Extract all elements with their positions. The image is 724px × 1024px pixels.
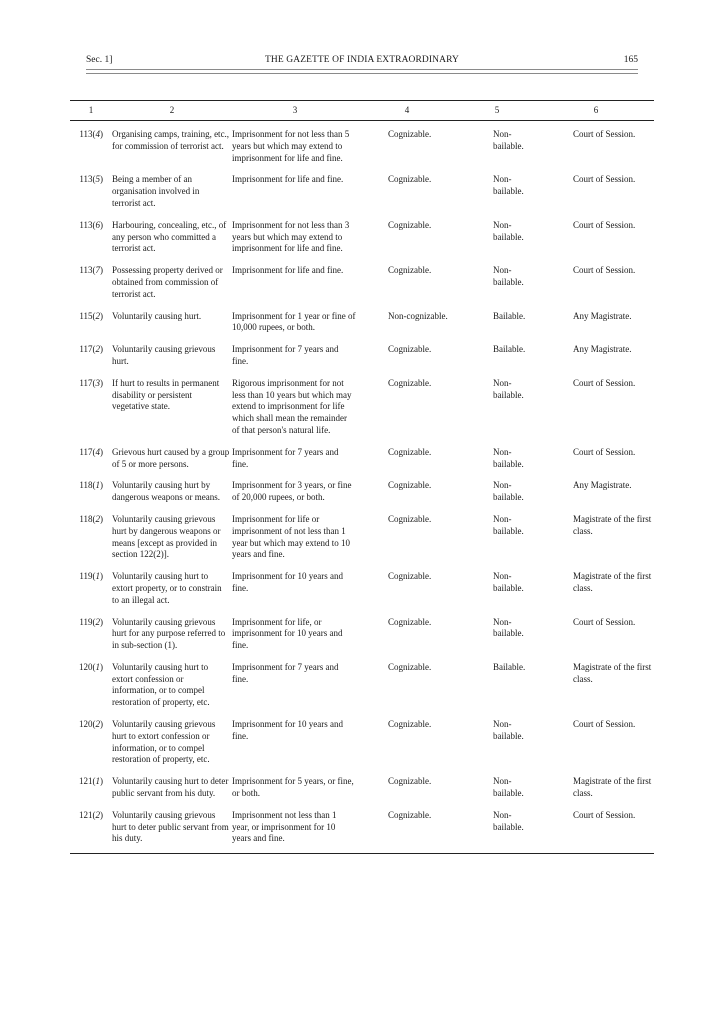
bailable-cell: Bailable. xyxy=(493,661,526,672)
sub-section: 6 xyxy=(95,219,100,230)
offence-cell: Voluntarily causing hurt to deter public servant from his duty. xyxy=(112,776,229,799)
punishment-cell: Imprisonment for life and fine. xyxy=(232,174,344,185)
punishment-cell: Imprisonment for 10 years and fine. xyxy=(232,719,343,741)
cognizable-cell: Cognizable. xyxy=(388,719,432,730)
court-cell: Court of Session. xyxy=(573,446,636,457)
offence-cell: Harbouring, concealing, etc., of any person who committed a terrorist act. xyxy=(112,219,227,254)
court-cell: Magistrate of the first class. xyxy=(573,571,652,593)
bailable-cell: Non-bailable. xyxy=(493,174,524,197)
section-ref: Sec. 1] xyxy=(86,55,113,65)
offence-cell: Voluntarily causing grievous hurt by dangerous weapons or means [except as provided in section 122(2)]. xyxy=(112,513,221,560)
offence-cell: Voluntarily causing hurt to extort property, or to constrain to an illegal act. xyxy=(112,571,222,605)
sub-section: 2 xyxy=(95,616,100,627)
section-number: 113 xyxy=(79,129,93,139)
section-number-cell: 118(2) xyxy=(79,513,103,524)
sub-section: 2 xyxy=(95,310,100,321)
court-cell: Any Magistrate. xyxy=(573,480,632,491)
court-cell: Magistrate of the first class. xyxy=(573,661,652,684)
section-number-cell: 113(5) xyxy=(79,174,103,185)
table-row xyxy=(70,514,654,571)
bailable-cell: Non-bailable. xyxy=(493,616,524,639)
table-row xyxy=(70,220,654,265)
column-header: 1 xyxy=(70,101,112,121)
court-cell: Court of Session. xyxy=(573,809,636,820)
cognizable-cell: Cognizable. xyxy=(388,265,432,276)
table-row xyxy=(70,174,654,219)
cognizable-cell: Cognizable. xyxy=(388,776,432,787)
offence-cell: Grievous hurt caused by a group of 5 or more persons. xyxy=(112,446,230,469)
cognizable-cell: Cognizable. xyxy=(388,446,432,457)
section-number: 117 xyxy=(79,446,93,457)
sub-section: 1 xyxy=(95,480,100,491)
section-number: 120 xyxy=(79,661,93,672)
section-number: 119 xyxy=(79,616,93,627)
court-cell: Court of Session. xyxy=(573,174,636,185)
punishment-cell: Imprisonment for 7 years and fine. xyxy=(232,661,339,684)
punishment-cell: Imprisonment for life or imprisonment of not less than 1 year but which may extend to 10 years and fine. xyxy=(232,513,350,560)
section-number: 121 xyxy=(79,809,93,820)
column-header: 6 xyxy=(538,101,654,121)
offence-cell: Being a member of an organisation involved in terrorist act. xyxy=(112,174,200,208)
punishment-cell: Imprisonment for 5 years, or fine, or both. xyxy=(232,776,354,799)
offence-cell: Voluntarily causing hurt. xyxy=(112,310,202,321)
court-cell: Magistrate of the first class. xyxy=(573,776,652,799)
punishment-cell: Imprisonment for not less than 3 years but which may extend to imprisonment for life and fine. xyxy=(232,219,350,254)
sub-section: 7 xyxy=(95,265,100,276)
table-row xyxy=(70,719,654,776)
section-number: 120 xyxy=(79,719,93,730)
column-header: 2 xyxy=(112,101,232,121)
sub-section: 4 xyxy=(95,129,100,139)
section-number-cell: 121(1) xyxy=(79,776,103,787)
section-number-cell: 113(6) xyxy=(79,219,103,230)
sub-section: 2 xyxy=(95,719,100,730)
header-row xyxy=(70,101,654,121)
offence-cell: Voluntarily causing hurt to extort confession or information, or to compel restoration of property, etc. xyxy=(112,661,210,708)
bailable-cell: Non-bailable. xyxy=(493,129,524,151)
court-cell: Court of Session. xyxy=(573,719,636,730)
section-number: 121 xyxy=(79,776,93,787)
offence-cell: Voluntarily causing hurt by dangerous weapons or means. xyxy=(112,480,220,503)
punishment-cell: Rigorous imprisonment for not less than 10 years but which may extend to imprisonment for life which shall mean the remainder of that person's natural life. xyxy=(232,377,352,435)
section-number-cell: 117(4) xyxy=(79,446,103,457)
bailable-cell: Non-bailable. xyxy=(493,446,524,469)
section-number: 113 xyxy=(79,265,93,276)
sub-section: 3 xyxy=(95,377,100,388)
section-number: 113 xyxy=(79,219,93,230)
cognizable-cell: Cognizable. xyxy=(388,661,432,672)
punishment-cell: Imprisonment for 1 year or fine of 10,000 rupees, or both. xyxy=(232,310,356,333)
section-number-cell: 119(2) xyxy=(79,616,103,627)
cognizable-cell: Cognizable. xyxy=(388,219,432,230)
court-cell: Magistrate of the first class. xyxy=(573,513,652,536)
offence-cell: Voluntarily causing grievous hurt to extort confession or information, or to compel restoration of property, etc. xyxy=(112,719,216,765)
punishment-cell: Imprisonment for not less than 5 years but which may extend to imprisonment for life and fine. xyxy=(232,129,350,163)
schedule-table xyxy=(70,100,654,853)
table-row xyxy=(70,265,654,310)
section-number: 115 xyxy=(79,310,93,321)
bailable-cell: Non-bailable. xyxy=(493,776,524,799)
court-cell: Court of Session. xyxy=(573,129,636,139)
table-row xyxy=(70,121,654,175)
bailable-cell: Non-bailable. xyxy=(493,809,524,832)
cognizable-cell: Non-cognizable. xyxy=(388,310,448,321)
punishment-cell: Imprisonment not less than 1 year, or imprisonment for 10 years and fine. xyxy=(232,809,337,844)
table-row xyxy=(70,344,654,378)
sub-section: 2 xyxy=(95,809,100,820)
court-cell: Court of Session. xyxy=(573,377,636,388)
bailable-cell: Non-bailable. xyxy=(493,480,524,503)
section-number-cell: 120(2) xyxy=(79,719,103,730)
bailable-cell: Non-bailable. xyxy=(493,219,524,242)
cognizable-cell: Cognizable. xyxy=(388,344,432,355)
cognizable-cell: Cognizable. xyxy=(388,129,432,139)
cognizable-cell: Cognizable. xyxy=(388,616,432,627)
sub-section: 4 xyxy=(95,446,100,457)
court-cell: Any Magistrate. xyxy=(573,310,632,321)
sub-section: 1 xyxy=(95,571,100,582)
cognizable-cell: Cognizable. xyxy=(388,513,432,524)
section-number-cell: 113(7) xyxy=(79,265,103,276)
section-number: 118 xyxy=(79,480,93,491)
table-row xyxy=(70,480,654,514)
court-cell: Court of Session. xyxy=(573,219,636,230)
cognizable-cell: Cognizable. xyxy=(388,480,432,491)
offence-cell: Voluntarily causing grievous hurt for any purpose referred to in sub-section (1). xyxy=(112,616,226,651)
table-row xyxy=(70,311,654,345)
table-row xyxy=(70,378,654,447)
section-number-cell: 119(1) xyxy=(79,571,103,582)
table-row xyxy=(70,571,654,616)
sub-section: 5 xyxy=(95,174,100,185)
punishment-cell: Imprisonment for 7 years and fine. xyxy=(232,446,339,469)
table-row xyxy=(70,776,654,810)
bailable-cell: Non-bailable. xyxy=(493,719,524,741)
gazette-title: THE GAZETTE OF INDIA EXTRAORDINARY xyxy=(265,55,459,65)
offence-cell: Organising camps, training, etc., for commission of terrorist act. xyxy=(112,129,230,151)
column-header: 3 xyxy=(232,101,358,121)
sub-section: 2 xyxy=(95,344,100,355)
offence-cell: Voluntarily causing grievous hurt to deter public servant from his duty. xyxy=(112,809,229,844)
section-number: 113 xyxy=(79,174,93,185)
table-row xyxy=(70,447,654,481)
section-number: 118 xyxy=(79,513,93,524)
sub-section: 1 xyxy=(95,661,100,672)
court-cell: Court of Session. xyxy=(573,616,636,627)
section-number-cell: 121(2) xyxy=(79,809,103,820)
bailable-cell: Bailable. xyxy=(493,344,526,355)
section-number-cell: 117(3) xyxy=(79,377,103,388)
punishment-cell: Imprisonment for life, or imprisonment for 10 years and fine. xyxy=(232,616,343,651)
schedule-table-wrap xyxy=(70,100,654,854)
table-body xyxy=(70,121,654,854)
cognizable-cell: Cognizable. xyxy=(388,809,432,820)
punishment-cell: Imprisonment for 7 years and fine. xyxy=(232,344,339,366)
bailable-cell: Non-bailable. xyxy=(493,377,524,400)
section-number-cell: 115(2) xyxy=(79,310,103,321)
sub-section: 1 xyxy=(95,776,100,787)
section-number: 119 xyxy=(79,571,93,582)
column-header: 5 xyxy=(456,101,538,121)
bailable-cell: Non-bailable. xyxy=(493,513,524,536)
section-number: 117 xyxy=(79,344,93,355)
table-row xyxy=(70,617,654,662)
section-number-cell: 118(1) xyxy=(79,480,103,491)
bailable-cell: Bailable. xyxy=(493,310,526,321)
section-number: 117 xyxy=(79,377,93,388)
punishment-cell: Imprisonment for life and fine. xyxy=(232,265,344,276)
court-cell: Court of Session. xyxy=(573,265,636,276)
punishment-cell: Imprisonment for 10 years and fine. xyxy=(232,571,343,593)
page-header xyxy=(86,55,638,69)
header-double-rule xyxy=(86,69,638,74)
offence-cell: Possessing property derived or obtained from commission of terrorist act. xyxy=(112,265,223,299)
offence-cell: Voluntarily causing grievous hurt. xyxy=(112,344,216,366)
table-bottom-rule xyxy=(70,853,654,854)
sub-section: 2 xyxy=(95,513,100,524)
section-number-cell: 120(1) xyxy=(79,661,103,672)
table-row xyxy=(70,810,654,853)
offence-cell: If hurt to results in permanent disability or persistent vegetative state. xyxy=(112,377,220,412)
cognizable-cell: Cognizable. xyxy=(388,377,432,388)
court-cell: Any Magistrate. xyxy=(573,344,632,355)
bailable-cell: Non-bailable. xyxy=(493,265,524,287)
punishment-cell: Imprisonment for 3 years, or fine of 20,000 rupees, or both. xyxy=(232,480,352,503)
cognizable-cell: Cognizable. xyxy=(388,174,432,185)
column-header: 4 xyxy=(358,101,456,121)
section-number-cell: 113(4) xyxy=(79,129,103,139)
section-number-cell: 117(2) xyxy=(79,344,103,355)
cognizable-cell: Cognizable. xyxy=(388,571,432,582)
bailable-cell: Non-bailable. xyxy=(493,571,524,593)
page-number: 165 xyxy=(623,55,638,65)
table-row xyxy=(70,662,654,719)
